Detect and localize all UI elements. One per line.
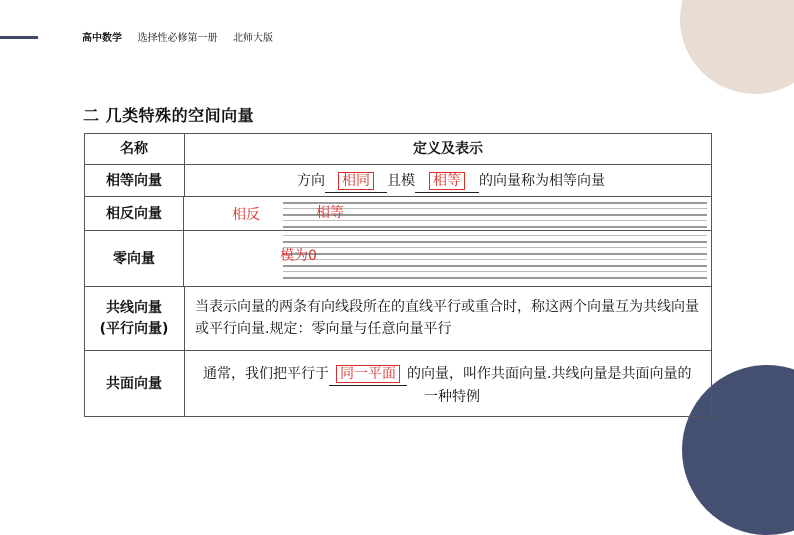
garbled-overlay (283, 199, 707, 229)
col-header-name: 名称 (120, 140, 148, 157)
answer-overlay: 模为0 (280, 248, 317, 264)
def-text-pre: 方向 (297, 173, 325, 189)
row-name (85, 287, 183, 351)
page-header (82, 29, 285, 44)
def-text-pre: 通常，我们把平行于 (203, 366, 329, 382)
decorative-circle-top (680, 0, 794, 94)
row-definition (184, 165, 711, 197)
row-definition-garbled (183, 197, 711, 231)
row-definition (184, 351, 711, 417)
table-header-row (85, 134, 711, 164)
table-row (85, 196, 711, 231)
section-title: 二 几类特殊的空间向量 (83, 106, 255, 125)
table-row (85, 230, 711, 287)
vector-table (84, 133, 712, 417)
def-text-mid: 且模 (387, 173, 415, 189)
row-name: 零向量 (113, 250, 155, 267)
row-name-line1: 共线向量 (106, 300, 162, 316)
header-edition: 北师大版 (232, 33, 273, 44)
row-name: 相反向量 (106, 205, 162, 222)
col-header-definition: 定义及表示 (184, 134, 711, 164)
table-row (85, 286, 711, 351)
blank-field (415, 170, 479, 193)
garbled-overlay (283, 233, 707, 285)
answer-overlay: 相反 (232, 207, 260, 223)
blank-field (325, 170, 387, 193)
def-text-post: 的向量，叫作共面向量.共线向量是共面向量的 (407, 366, 692, 382)
answer-overlay: 相等 (316, 205, 344, 221)
table-row (85, 164, 711, 197)
def-text-post: 的向量称为相等向量 (479, 173, 605, 189)
row-definition: 当表示向量的两条有向线段所在的直线平行或重合时，称这两个向量互为共线向量或平行向量.规定：零向量与任意向量平行 (184, 287, 711, 351)
row-name: 相等向量 (106, 172, 162, 189)
table-row (85, 350, 711, 417)
answer-box: 相等 (429, 172, 465, 190)
answer-box: 同一平面 (336, 365, 400, 383)
answer-box: 相同 (338, 172, 374, 190)
def-text-line2: 一种特例 (424, 389, 480, 405)
row-name: 共面向量 (106, 375, 162, 392)
row-name-line2: (平行向量) (99, 321, 169, 337)
decorative-line (0, 36, 38, 39)
header-book: 选择性必修第一册 (137, 33, 218, 44)
row-definition-garbled (183, 231, 711, 287)
header-subject: 高中数学 (82, 33, 122, 44)
blank-field (329, 363, 407, 386)
